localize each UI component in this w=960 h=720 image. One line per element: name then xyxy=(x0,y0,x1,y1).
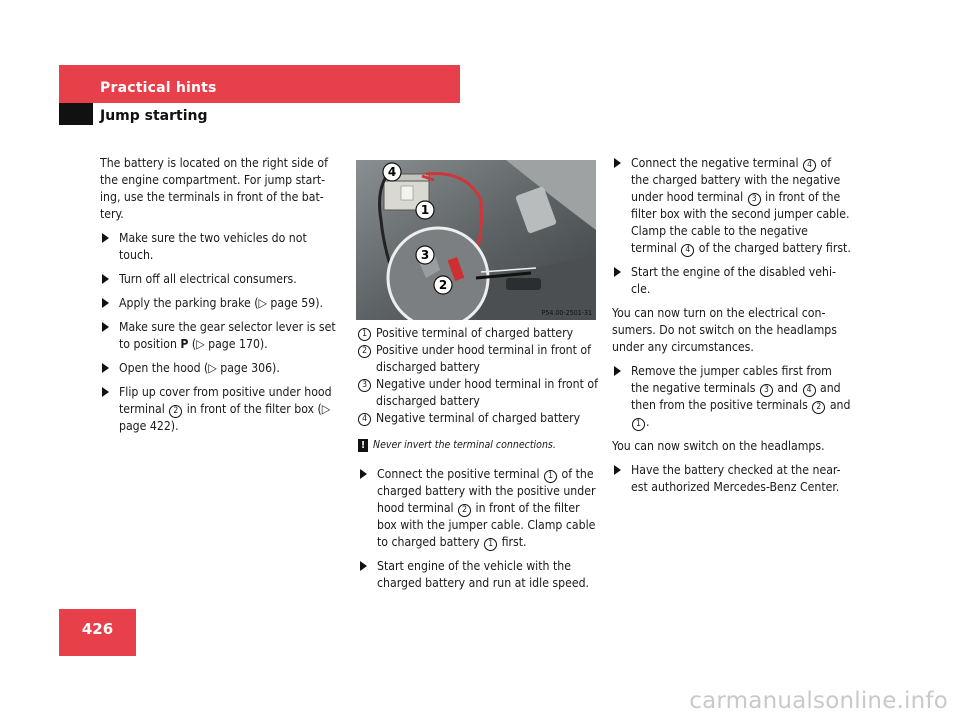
arrow-icon xyxy=(360,561,367,571)
figure-code: P54.00-2501-31 xyxy=(541,309,592,317)
step-parking-brake: Apply the parking brake (▷ page 59). xyxy=(100,295,340,312)
warning-note: ! Never invert the terminal connections. xyxy=(358,437,598,454)
headlamps-paragraph: You can now switch on the headlamps. xyxy=(612,439,825,453)
legend-item: 3 Negative under hood terminal in front of discharged battery xyxy=(358,376,598,410)
arrow-icon xyxy=(102,233,109,243)
step-remove-cables: Remove the jumper cables first from the negative terminals 3 and 4 and then from the positive terminals 2 and 1 . xyxy=(612,363,852,431)
arrow-icon xyxy=(102,387,109,397)
arrow-icon xyxy=(614,465,621,475)
step-consumers: Turn off all electrical consumers. xyxy=(100,271,340,288)
engine-compartment-photo xyxy=(356,160,596,320)
battery-illustration xyxy=(356,160,596,320)
step-connect-positive: Connect the positive terminal 1 of the charged battery with the positive under hood terminal 2 in front of the filter box with the jumper cable. Clamp cable to charged battery 1 first. xyxy=(358,466,598,551)
arrow-icon xyxy=(102,298,109,308)
step-no-touch: Make sure the two vehicles do not touch. xyxy=(100,230,340,264)
callout-4: 4 xyxy=(387,165,397,179)
left-column xyxy=(100,155,340,442)
figure-legend xyxy=(358,325,598,427)
consumers-paragraph: You can now turn on the electrical con-sumers. Do not switch on the headlamps under any circumstances. xyxy=(612,306,837,354)
arrow-icon xyxy=(614,158,621,168)
callout-2: 2 xyxy=(438,278,448,292)
page-subtitle: Jump starting xyxy=(100,108,208,124)
section-title: Practical hints xyxy=(100,80,217,96)
callout-3: 3 xyxy=(420,248,430,262)
intro-paragraph: The battery is located on the right side of the engine compartment. For jump start-ing, use the terminals in front of the bat-tery. xyxy=(100,156,328,221)
step-start-disabled: Start the engine of the disabled vehi-cle. xyxy=(612,264,852,298)
arrow-icon xyxy=(614,267,621,277)
arrow-icon xyxy=(614,366,621,376)
right-column xyxy=(612,155,852,503)
legend-item: 4 Negative terminal of charged battery xyxy=(358,410,598,427)
legend-item: 2 Positive under hood terminal in front of discharged battery xyxy=(358,342,598,376)
step-connect-negative: Connect the negative terminal 4 of the charged battery with the negative under hood terminal 3 in front of the filter box with the second jumper cable. Clamp the cable to the negative terminal 4 of the charged battery first. xyxy=(612,155,852,257)
arrow-icon xyxy=(102,274,109,284)
watermark: carmanualsonline.info xyxy=(689,688,948,714)
middle-column xyxy=(358,325,598,599)
callout-1: 1 xyxy=(420,203,430,217)
step-battery-check: Have the battery checked at the near-est authorized Mercedes-Benz Center. xyxy=(612,462,852,496)
step-flip-cover: Flip up cover from positive under hood terminal 2 in front of the filter box (▷ page 422). xyxy=(100,384,340,435)
arrow-icon xyxy=(102,322,109,332)
step-start-charged: Start engine of the vehicle with the charged battery and run at idle speed. xyxy=(358,558,598,592)
arrow-icon xyxy=(102,363,109,373)
step-gear-selector: Make sure the gear selector lever is set to position P (▷ page 170). xyxy=(100,319,340,353)
arrow-icon xyxy=(360,469,367,479)
legend-item: 1 Positive terminal of charged battery xyxy=(358,325,598,342)
warning-icon: ! xyxy=(358,439,368,452)
page-number: 426 xyxy=(81,620,114,638)
step-open-hood: Open the hood (▷ page 306). xyxy=(100,360,340,377)
header-marker xyxy=(59,103,93,125)
